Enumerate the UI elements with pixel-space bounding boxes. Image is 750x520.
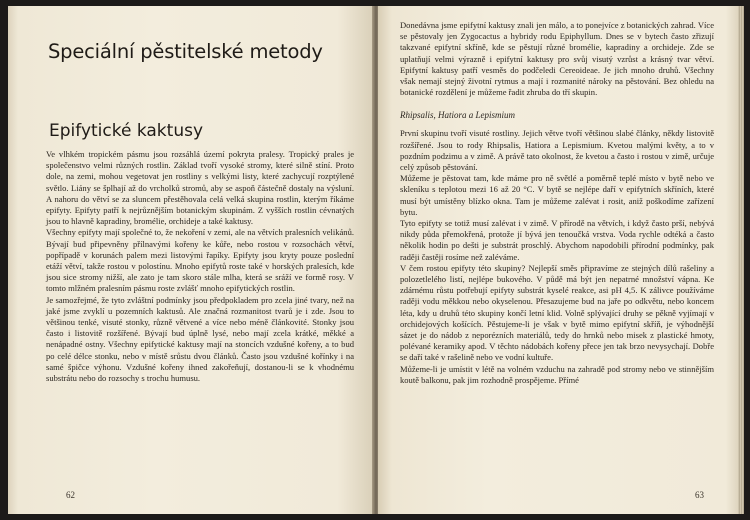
paragraph: Můžeme-li je umístit v létě na volném vzduchu na zahradě pod stromy nebo ve stinnějším koutě balkonu, pak jim rozhodně prospějeme. Přímé bbox=[400, 363, 714, 385]
paragraph: Tyto epifyty se totiž musí zalévat i v zimě. V přírodě na větvích, i když často prší, nebývá nikdy půda přemokřená, protože jí bývá jen tenoučká vrstva. Voda rychle odtéká a často několik hodin po dešti je substrát proschlý. Abychom napodobili přírodní podmínky, pak raději častěji rosíme než zaléváme. bbox=[400, 218, 714, 262]
book-spread bbox=[8, 6, 744, 514]
paragraph: Všechny epifyty mají společné to, že nekoření v zemi, ale na větvích pralesních velikánů. Bývají bud připevněny přílnavými kořeny ke kůře, nebo rostou v rozsochách větví, popřípadě v korunách palem mezi listovými řapíky. Epifyty jsou kryty pouze poslední etáží větví, takže rostou v polostínu. Mnoho epifytů roste také v horských pralesích, kde jsou sice stromy nižší, ale zato je tam skoro stále mlha, která se sráží ve formě rosy. V tomto mlžném pralesním pásmu roste zvlášť mnoho epifytických rostlin. bbox=[46, 227, 354, 294]
paragraph: Ve vlhkém tropickém pásmu jsou rozsáhlá území pokryta pralesy. Tropický prales je společenstvo velmi různých rostlin. Základ tvoří vysoké stromy, které silně stíní. Proto dole, na zemi, mohou vegetovat jen rostliny s velkými listy, které zachycují rozptýlené světlo. Liány se šplhají až do vrcholků stromů, aby se aspoň částečně dostaly na výsluní. A nahoru do větví se za sluncem přestěhovala celá velká skupina rostlin, kterým říkáme epifyty. Epifyty patří k nejrůznějším botanickým skupinám. Z vyšších rostlin cévnatých jsou to hlavně kapradiny, bromélie, orchideje a také kaktusy. bbox=[46, 149, 354, 227]
page-number: 62 bbox=[66, 490, 75, 500]
page-edges bbox=[738, 6, 744, 514]
chapter-title: Speciální pěstitelské metody bbox=[48, 40, 323, 63]
paragraph: Můžeme je pěstovat tam, kde máme pro ně světlé a poměrně teplé místo v bytě nebo ve skleníku s teplotou mezi 16 až 20 °C. V bytě se nejlépe daří v epifytních skříních, které musí být umístěny blízko okna. Tam je můžeme zalévat i rosit, aniž poškodíme zařízení bytu. bbox=[400, 173, 714, 217]
paragraph: V čem rostou epifyty této skupiny? Nejlepší směs připravíme ze stejných dílů rašeliny a polozetlelého listí, nejlépe bukového. V půdě má být jen nepatrné množství vápna. Ke zdárnému růstu potřebují epifyty substrát kyselé reakce, asi pH 4,5. K zálivce používáme raději vodu měkkou nebo okyselenou. Přesazujeme bud na jaře po odkvětu, nebo koncem léta, kdy u druhů této skupiny končí letní klid. Volně splývající druhy se pěkně vyjímají v orchidejových košících. Pěstujeme-li je však v bytě mimo epifytní skříň, je výhodnější sázet je do nádob z neporézních materiálů, tedy do hrnků nebo misek z plastické hmoty, polévané keramiky apod. V těchto nádobách kořeny přece jen tak brzo nevysychají. Dobře se daří také v rašelině nebo ve vodní kultuře. bbox=[400, 262, 714, 363]
right-page bbox=[378, 6, 744, 514]
left-page bbox=[8, 6, 374, 514]
paragraph: První skupinu tvoří visuté rostliny. Jejich větve tvoří většinou slabé články, někdy listovitě rozšířené. Jsou to rody Rhipsalis, Hatiora a Lepismium. Kvetou malými květy, a to v pozdním podzimu a v zimě. A právě tato okolnost, že kvetou a často i rostou v zimě, určuje celý způsob pěstování. bbox=[400, 128, 714, 173]
subheading: Rhipsalis, Hatiora a Lepismium bbox=[400, 110, 516, 121]
page-number: 63 bbox=[695, 490, 704, 500]
section-title: Epifytické kaktusy bbox=[49, 121, 204, 141]
paragraph: Je samozřejmé, že tyto zvláštní podmínky jsou předpokladem pro zcela jiné tvary, než na jaké jsme zvyklí u pozemních kaktusů. Ale značná rozmanitost tvarů je i zde. Jsou to většinou tenké, visuté stonky, různě větvené a více nebo méně článkovité. Stonky jsou často i listovitě rozšířené. Bývají bud úplně lysé, nebo mají zcela krátké, měkké a nenápadné ostny. Všechny epifytické kaktusy mají na stoncích vzdušné kořeny, a to bud po celé délce stonku, nebo v místě srůstu dvou článků. Často jsou vzdušné kořínky i na samé špičce výhonu. Vzdušné kořeny ihned zakořeňují, dostanou-li se k vhodnému substrátu nebo do rozsochy s trochu humusu. bbox=[46, 294, 354, 384]
paragraph: Donedávna jsme epifytní kaktusy znali jen málo, a to ponejvíce z botanických zahrad. Více se pěstovaly jen Zygocactus a hybridy rodu Epiphyllum. Dnes se v bytech často zřizují takzvané epifytní skříně, kde se pěstují různé bromélie, kapradiny a orchideje. Zde se uplatňují velmi výrazně i epifytní kaktusy pro svůj visutý vzrůst a krásný tvar větví. Epifytní kaktusy patří vesměs do podčeledi Cereoideae. Je jich mnoho druhů. Všechny však nemají stejný životní rytmus a mají i rozmanité nároky na pěstování. Bez ohledu na botanické rozdělení je můžeme řadit zhruba do tří skupin. bbox=[400, 20, 714, 98]
